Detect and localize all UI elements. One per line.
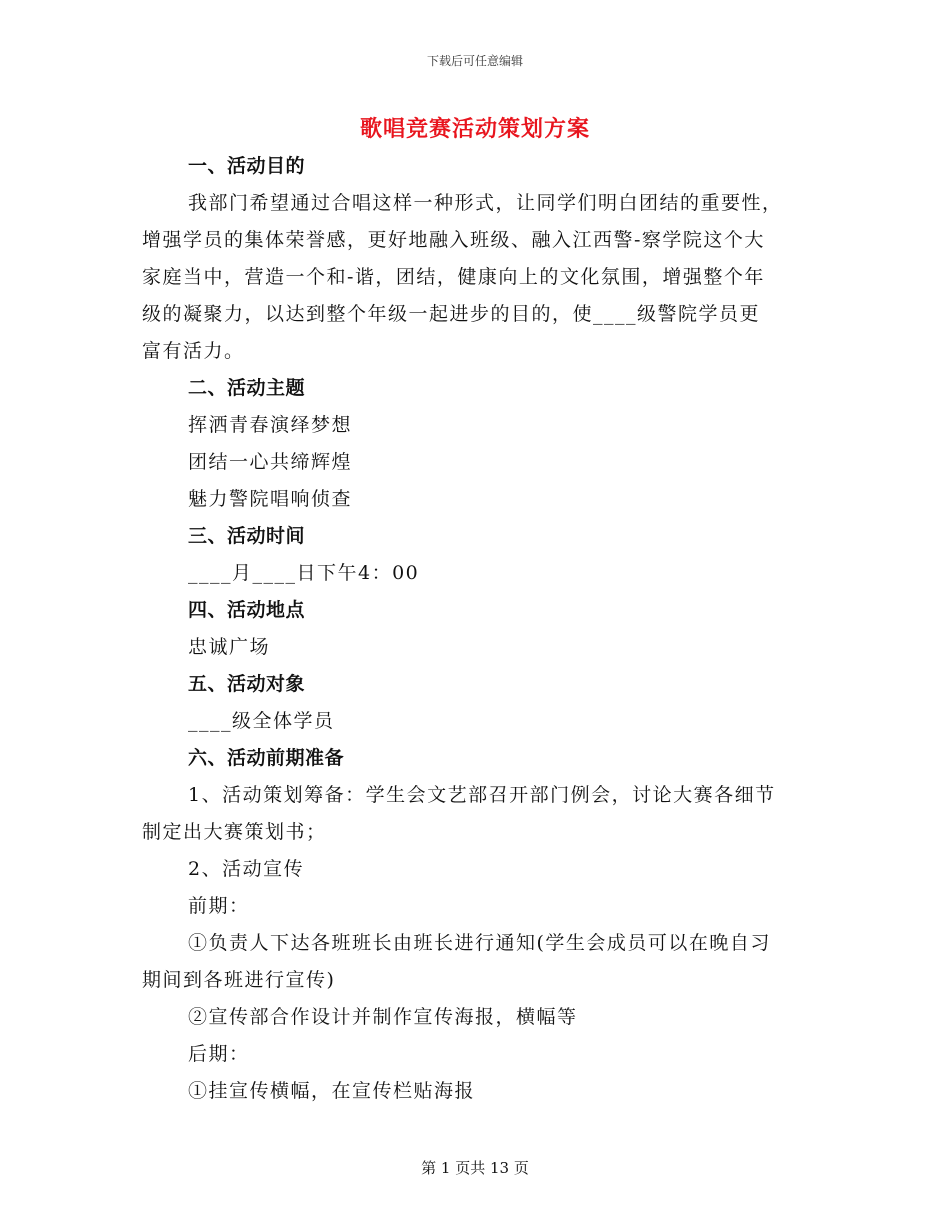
prep-item-1-line: 1、活动策划筹备：学生会文艺部召开部门例会，讨论大赛各细节 [188,784,776,806]
paragraph-line: 家庭当中，营造一个和-谐，团结，健康向上的文化氛围，增强整个年 [142,266,765,288]
paragraph-line: 我部门希望通过合唱这样一种形式，让同学们明白团结的重要性， [188,192,783,214]
section-heading-preparation: 六、活动前期准备 [188,747,345,769]
pre-stage-item-2: ②宣传部合作设计并制作宣传海报，横幅等 [188,1006,578,1028]
post-stage-item-1: ①挂宣传横幅，在宣传栏贴海报 [188,1080,476,1102]
section-heading-time: 三、活动时间 [188,525,306,547]
theme-line: 魅力警院唱响侦查 [188,488,353,510]
page-header: 下载后可任意编辑 [426,54,523,68]
pre-stage-label: 前期： [188,895,250,917]
document-body [142,148,822,1110]
section-heading-purpose: 一、活动目的 [188,155,306,177]
paragraph-line: 增强学员的集体荣誉感，更好地融入班级、融入江西警-察学院这个大 [142,229,765,251]
prep-item-2: 2、活动宣传 [188,858,305,880]
audience-line: ____级全体学员 [188,710,335,732]
pre-stage-item-1-line: 期间到各班进行宣传) [142,969,336,991]
document-title: 歌唱竞赛活动策划方案 [359,116,590,142]
section-heading-audience: 五、活动对象 [188,673,306,695]
paragraph-line: 富有活力。 [142,340,245,362]
time-line: ____月____日下午4：00 [188,562,420,584]
theme-line: 团结一心共缔辉煌 [188,451,353,473]
location-line: 忠诚广场 [188,636,271,658]
theme-line: 挥洒青春演绎梦想 [188,414,353,436]
section-heading-location: 四、活动地点 [188,599,306,621]
prep-item-1-line: 制定出大赛策划书； [142,821,327,843]
page-footer: 第 1 页共 13 页 [421,1159,529,1177]
paragraph-line: 级的凝聚力，以达到整个年级一起进步的目的，使____级警院学员更 [142,303,761,325]
section-heading-theme: 二、活动主题 [188,377,306,399]
pre-stage-item-1-line: ①负责人下达各班班长由班长进行通知(学生会成员可以在晚自习 [188,932,771,954]
post-stage-label: 后期： [188,1043,250,1065]
